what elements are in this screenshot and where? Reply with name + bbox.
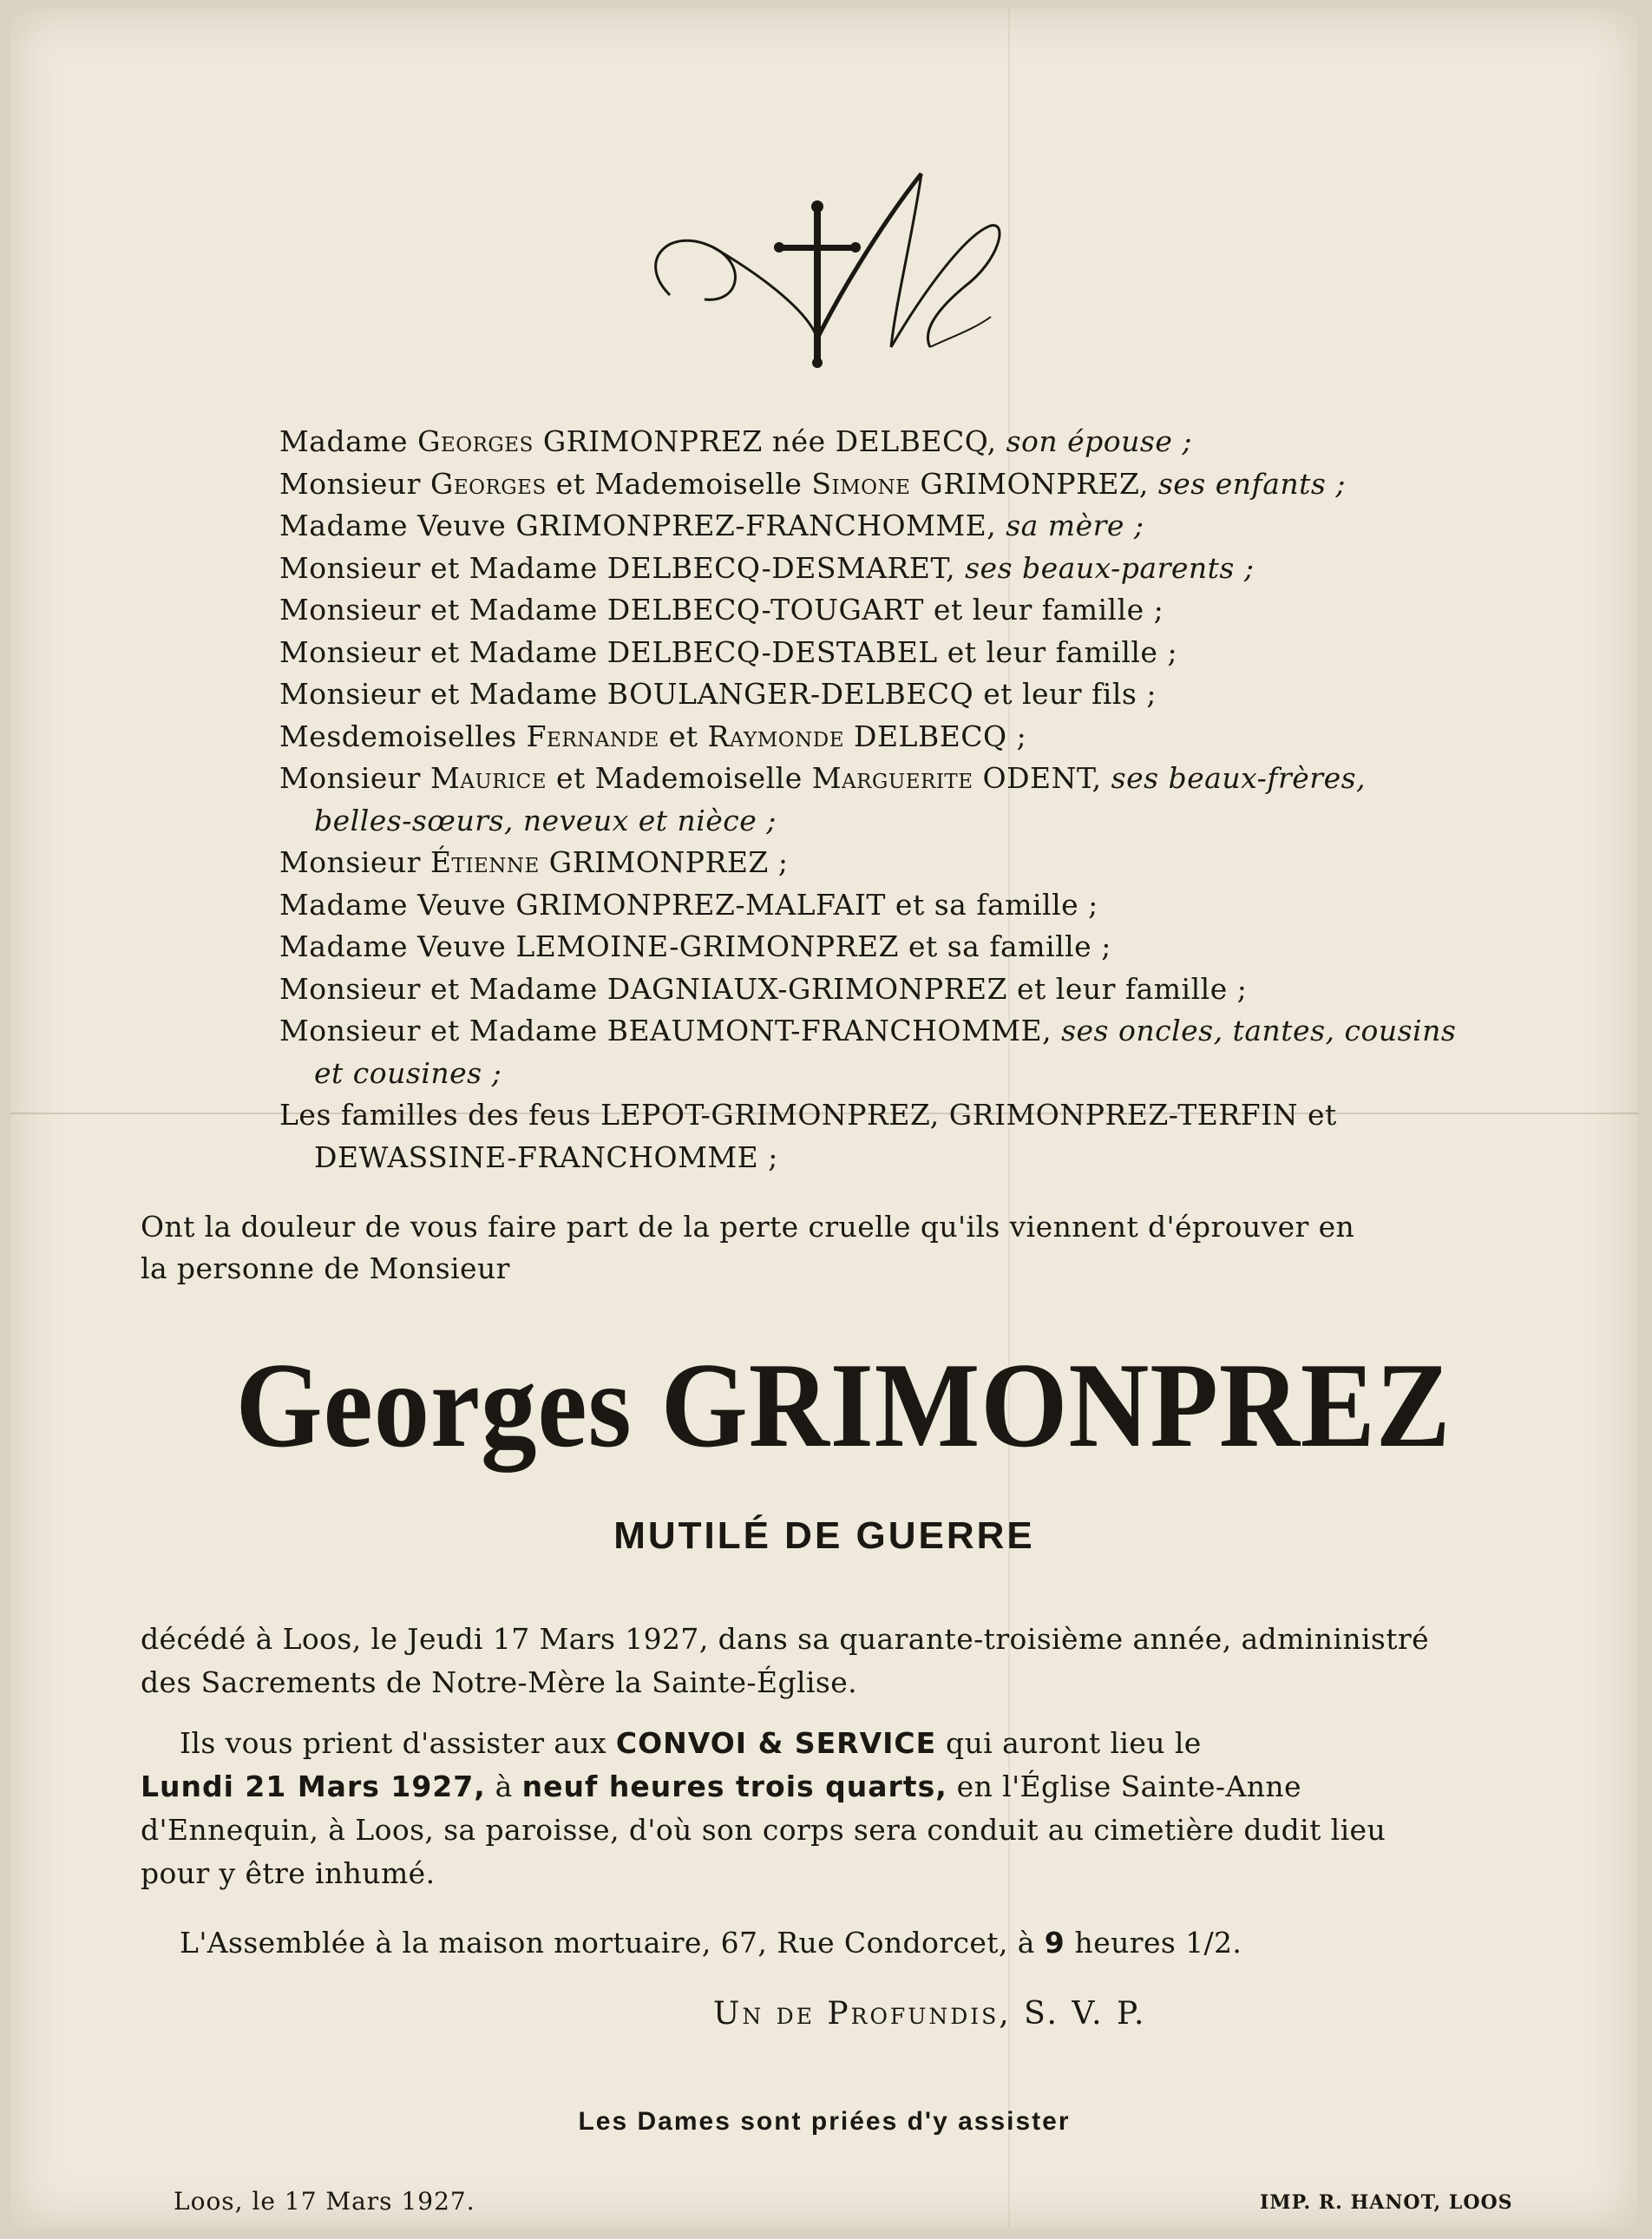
family-line [279,842,1564,883]
family-line [314,1137,1598,1179]
announcement-line-1: Ont la douleur de vous faire part de la perte cruelle qu'ils viennent d'éprouver en [141,1210,1355,1244]
family-line-part: DEWASSINE-FRANCHOMME ; [314,1139,778,1174]
service-date: Lundi 21 Mars 1927, [141,1770,486,1803]
service-line-4: pour y être inhumé. [141,1856,436,1890]
family-line [279,589,1564,631]
deceased-name: Georges GRIMONPREZ [235,1338,1452,1473]
family-line-part: ses beaux-parents ; [965,550,1255,585]
service-line-3: d'Ennequin, à Loos, sa paroisse, d'où son corps sera conduit au cimetière dudit lieu [141,1813,1386,1847]
convoi-service: CONVOI & SERVICE [615,1726,937,1760]
family-line-part: DELBECQ ; [844,719,1027,753]
service-text: en l'Église Sainte-Anne [947,1770,1301,1803]
family-line-part: Madame Veuve GRIMONPREZ-MALFAIT et sa famille ; [279,887,1098,922]
family-line-part: Monsieur [279,845,430,879]
family-line-part: ODENT, [973,761,1111,795]
family-line-part: Madame Veuve GRIMONPREZ-FRANCHOMME, [279,509,1006,542]
death-line-1: décédé à Loos, le Jeudi 17 Mars 1927, dans sa quarante-troisième année, admininistré [141,1622,1430,1656]
family-line-part: Raymonde [707,719,845,753]
family-line [279,968,1564,1010]
assembly-text: L'Assemblée à la maison mortuaire, 67, Rue Condorcet, à [180,1926,1045,1960]
family-line-part: Monsieur et Madame BOULANGER-DELBECQ et leur fils ; [279,677,1157,711]
family-line-part: Monsieur et Madame BEAUMONT-FRANCHOMME, [279,1014,1062,1047]
family-line [279,673,1564,715]
deceased-title: MUTILÉ DE GUERRE [613,1514,1035,1557]
family-line [279,1010,1564,1052]
family-line [314,1053,1598,1094]
family-line-part: belles-sœurs, neveux et nièce ; [314,803,777,837]
family-line [279,505,1564,547]
assembly-text: heures 1/2. [1065,1926,1242,1960]
family-line-part: ses enfants ; [1157,466,1346,501]
family-line-part: Marguerite [811,761,974,795]
service-text: qui auront lieu le [936,1726,1202,1760]
family-line-part: ses beaux-frères, [1111,761,1367,795]
family-line-part: Maurice [429,761,547,795]
family-line-part: son épouse ; [1006,424,1192,458]
family-line-part: Monsieur et Madame DELBECQ-DESTABEL et leur famille ; [279,634,1178,669]
family-line-part: Monsieur et Madame DAGNIAUX-GRIMONPREZ et leur famille ; [279,971,1248,1006]
family-line-part: Monsieur et Madame DELBECQ-DESMARET, [279,550,966,585]
family-line [279,926,1564,968]
service-line-1 [180,1723,1577,1764]
family-line [279,884,1564,926]
service-time: neuf heures trois quarts, [521,1770,947,1803]
family-line-part: et [659,719,708,753]
family-line [279,548,1564,589]
family-line-part: sa mère ; [1006,509,1144,542]
death-line-2: des Sacrements de Notre-Mère la Sainte-Église. [141,1665,858,1699]
family-line-part: Georges [417,424,534,458]
family-line-part: GRIMONPREZ ; [539,845,789,879]
family-line [279,758,1564,799]
family-line-part: et Mademoiselle [547,761,812,795]
service-line-2 [141,1766,1537,1808]
family-line-part: ses oncles, tantes, cousins [1061,1014,1457,1047]
family-line-part: Étienne [429,845,540,879]
family-line-part: Mesdemoiselles [279,719,527,753]
family-line-part: GRIMONPREZ née DELBECQ, [533,424,1006,458]
family-line-part: et cousines ; [314,1055,502,1090]
family-line-part: Georges [429,466,547,501]
obituary-sheet [10,9,1638,2229]
assembly-hour: 9 [1044,1926,1065,1960]
family-line-part: Madame [279,424,418,458]
family-line [279,632,1564,673]
printer-credit: IMP. R. HANOT, LOOS [1260,2191,1513,2214]
family-line-part: Madame Veuve LEMOINE-GRIMONPREZ et sa famille ; [279,929,1111,963]
family-line [279,463,1564,505]
family-line-part: et Mademoiselle [546,466,812,501]
family-line [279,1094,1564,1136]
family-line-part: Les familles des feus LEPOT-GRIMONPREZ, GRIMONPREZ-TERFIN et [279,1098,1337,1132]
family-line-part: Monsieur et Madame DELBECQ-TOUGART et leur famille ; [279,593,1164,627]
de-profundis: Un de Profundis, S. V. P. [713,1996,1147,2032]
ladies-invitation: Les Dames sont priées d'y assister [578,2107,1071,2136]
family-line-part: Fernande [526,719,659,753]
service-text: Ils vous prient d'assister aux [180,1726,616,1760]
place-date: Loos, le 17 Mars 1927. [174,2187,475,2216]
family-line-part: Monsieur [279,761,430,795]
family-line-part: Monsieur [279,466,430,501]
family-line-part: Simone [811,466,911,501]
announcement-line-2: la personne de Monsieur [141,1251,510,1285]
cross-monogram-icon [635,165,1017,373]
service-text: à [485,1770,522,1803]
family-line-part: GRIMONPREZ, [910,466,1158,501]
assembly-line [180,1922,1577,1964]
family-line [314,800,1598,842]
family-line [279,716,1564,758]
family-line [279,421,1564,463]
